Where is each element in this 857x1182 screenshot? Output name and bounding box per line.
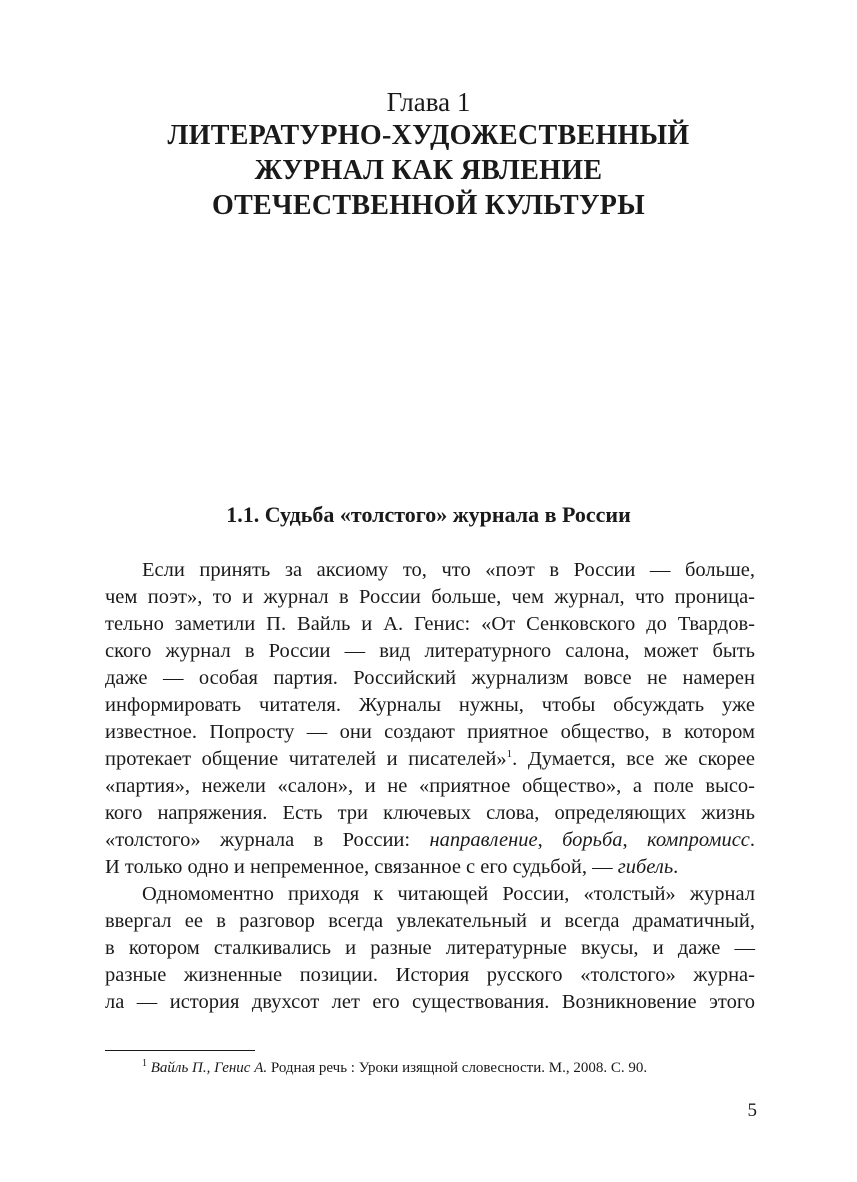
body-text xyxy=(105,557,755,1016)
text-line: разные жизненные позиции. История русского «толстого» журна- xyxy=(105,964,755,986)
footnote-ref[interactable]: 1 xyxy=(506,748,513,760)
chapter-title-line: ЛИТЕРАТУРНО-ХУДОЖЕСТВЕННЫЙ xyxy=(167,120,690,151)
text-fragment: . Думается, все же скорее xyxy=(512,748,755,770)
text-line: даже — особая партия. Российский журнализм вовсе не намерен xyxy=(105,667,755,689)
keyword-italic: направление xyxy=(429,829,538,851)
footnote-text: Родная речь : Уроки изящной словесности. М., 2008. С. 90. xyxy=(267,1060,648,1076)
chapter-title-line: ЖУРНАЛ КАК ЯВЛЕНИЕ xyxy=(254,155,603,186)
text-line: ввергал ее в разговор всегда увлекательный и всегда драматичный, xyxy=(105,910,755,932)
text-line: тельно заметили П. Вайль и А. Генис: «От Сенковского до Твардов- xyxy=(105,613,755,635)
text-fragment: И только одно и непременное, связанное с его судьбой, — xyxy=(105,856,618,878)
text-fragment: , xyxy=(537,829,563,851)
text-line xyxy=(105,746,755,773)
footnote-divider xyxy=(105,1050,255,1051)
page-number: 5 xyxy=(747,1100,757,1121)
keyword-italic: гибель xyxy=(617,856,674,878)
text-line: ла — история двухсот лет его существования. Возникновение этого xyxy=(105,991,755,1013)
text-fragment: «толстого» журнала в России: xyxy=(105,829,430,851)
text-line: «партия», нежели «салон», и не «приятное общество», а поле высо- xyxy=(105,775,755,797)
quote-end: протекает общение читателей и писателей» xyxy=(105,748,507,770)
footnote-number: 1 xyxy=(142,1058,147,1069)
text-line: кого напряжения. Есть три ключевых слова, определяющих жизнь xyxy=(105,802,755,824)
keyword-italic: компромисс xyxy=(647,829,750,851)
text-line xyxy=(105,827,755,854)
keyword-italic: борьба xyxy=(562,829,623,851)
text-line: Если принять за аксиому то, что «поэт в России — больше, xyxy=(142,559,755,581)
text-line: чем поэт», то и журнал в России больше, чем журнал, что проница- xyxy=(105,586,755,608)
text-line: ского журнал в России — вид литературного салона, может быть xyxy=(105,640,755,662)
text-line: Одномоментно приходя к читающей России, «толстый» журнал xyxy=(142,883,755,905)
text-fragment: , xyxy=(622,829,648,851)
footnote-authors: Вайль П., Генис А. xyxy=(150,1060,268,1076)
text-line: информировать читателя. Журналы нужны, чтобы обсуждать уже xyxy=(105,694,755,716)
text-line xyxy=(105,854,755,881)
chapter-label: Глава 1 xyxy=(386,87,471,117)
text-line: в котором сталкивались и разные литературные вкусы, и даже — xyxy=(105,937,755,959)
chapter-title xyxy=(140,118,717,223)
section-heading: 1.1. Судьба «толстого» журнала в России xyxy=(226,502,631,527)
text-fragment: . xyxy=(673,856,679,878)
text-line: известное. Попросту — они создают приятное общество, в котором xyxy=(105,721,755,743)
footnote xyxy=(142,1057,755,1079)
text-fragment: . xyxy=(749,829,756,851)
chapter-title-line: ОТЕЧЕСТВЕННОЙ КУЛЬТУРЫ xyxy=(211,190,645,221)
